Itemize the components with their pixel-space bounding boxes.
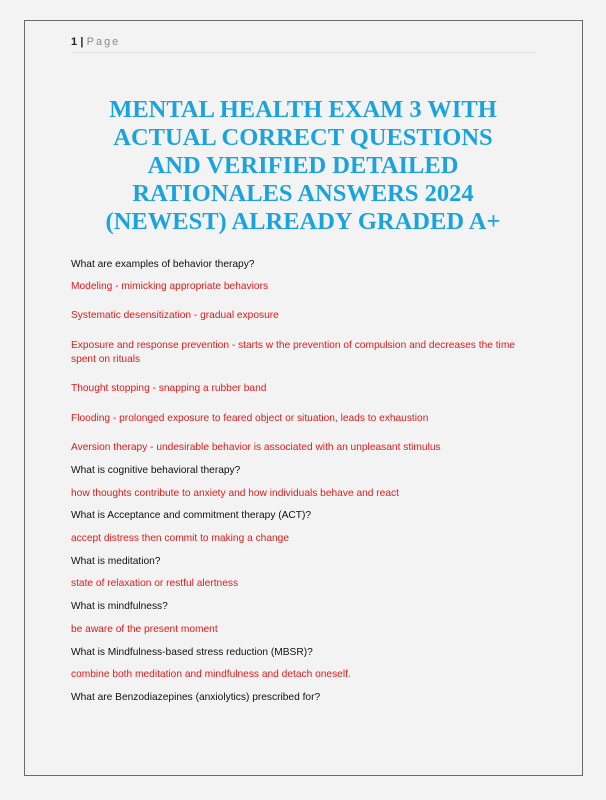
question-line: What is meditation? bbox=[71, 556, 161, 567]
answer-line: Exposure and response prevention - starts w the prevention of compulsion and decreases the time spent on rituals bbox=[71, 340, 515, 365]
question-line: What are Benzodiazepines (anxiolytics) prescribed for? bbox=[71, 692, 321, 703]
answer-line: Flooding - prolonged exposure to feared object or situation, leads to exhaustion bbox=[71, 413, 429, 424]
answer-line: Aversion therapy - undesirable behavior is associated with an unpleasant stimulus bbox=[71, 442, 441, 453]
document-title: MENTAL HEALTH EXAM 3 WITH ACTUAL CORRECT QUESTIONS AND VERIFIED DETAILED RATIONALES ANSWERS 2024 (NEWEST) ALREADY GRADED A+ bbox=[105, 96, 501, 235]
page-label: Page bbox=[86, 36, 121, 48]
question-line: What is Mindfulness-based stress reduction (MBSR)? bbox=[71, 647, 313, 658]
page-header bbox=[71, 36, 537, 53]
answer-line: Thought stopping - snapping a rubber band bbox=[71, 383, 267, 394]
answer-line: accept distress then commit to making a change bbox=[71, 533, 290, 544]
answer-line: be aware of the present moment bbox=[71, 624, 218, 635]
question-line: What is Acceptance and commitment therapy (ACT)? bbox=[71, 510, 312, 521]
answer-line: state of relaxation or restful alertness bbox=[71, 578, 239, 589]
header-separator: | bbox=[80, 36, 84, 48]
page-number: 1 bbox=[71, 36, 78, 48]
answer-line: how thoughts contribute to anxiety and how individuals behave and react bbox=[71, 488, 399, 499]
answer-line: Modeling - mimicking appropriate behaviors bbox=[71, 281, 269, 292]
answer-line: Systematic desensitization - gradual exposure bbox=[71, 310, 279, 321]
answer-line: combine both meditation and mindfulness and detach oneself. bbox=[71, 669, 351, 680]
question-line: What is mindfulness? bbox=[71, 601, 168, 612]
question-line: What are examples of behavior therapy? bbox=[71, 259, 255, 270]
question-line: What is cognitive behavioral therapy? bbox=[71, 465, 241, 476]
